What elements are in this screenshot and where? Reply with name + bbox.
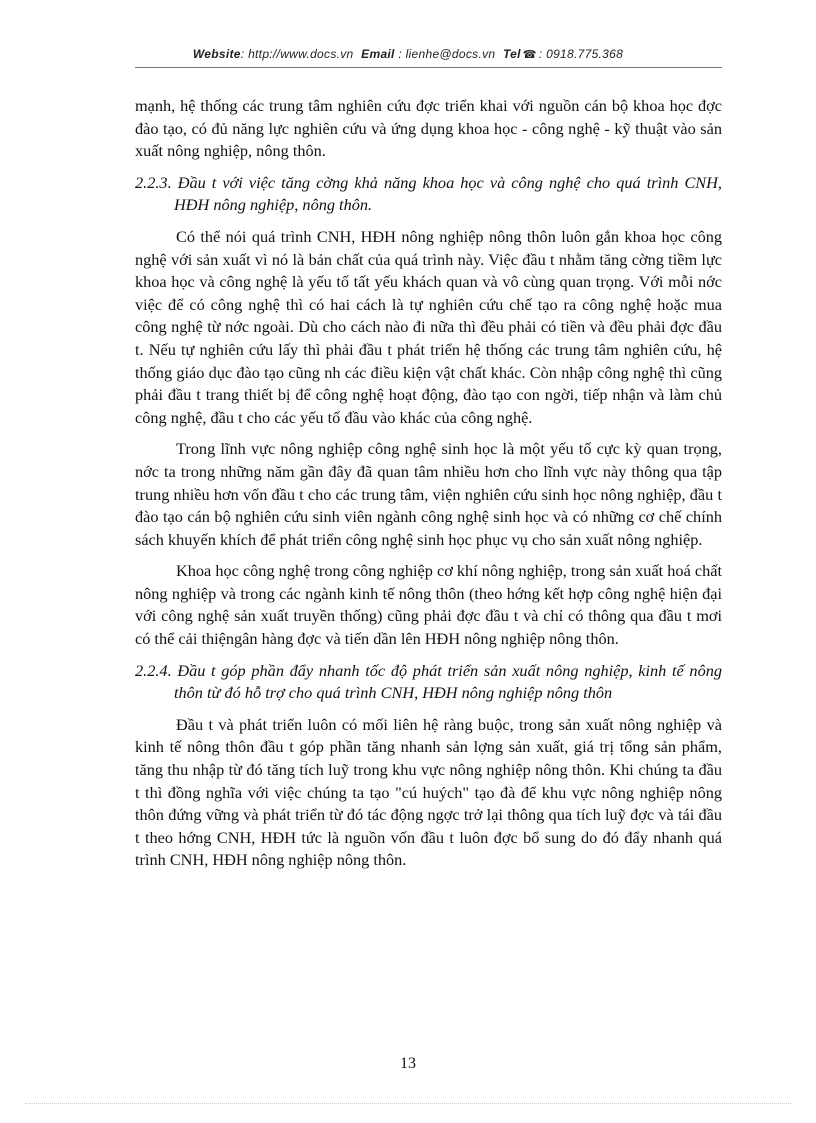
phone-icon: ☎ xyxy=(522,49,537,61)
website-url: http://www.docs.vn xyxy=(248,47,354,61)
tel-label: Tel xyxy=(503,47,521,61)
email-address: lienhe@docs.vn xyxy=(405,47,496,61)
header-divider xyxy=(135,67,722,68)
tel-separator: : xyxy=(538,47,547,61)
email-label: Email xyxy=(361,47,395,61)
paragraph-continuation: mạnh, hệ thống các trung tâm nghiên cứu đợc triển khai với nguồn cán bộ khoa học đợc đào tạo, có đủ năng lực nghiên cứu và ứng dụng khoa học - công nghệ - kỹ thuật vào sản xuất nông nghiệp, nông thôn. xyxy=(135,96,722,161)
section-heading-2-2-4: 2.2.4. Đầu t góp phần đẩy nhanh tốc độ phát triển sản xuất nông nghiệp, kinh tế nông thôn từ đó hỗ trợ cho quá trình CNH, HĐH nông nghiệp nông thôn xyxy=(135,660,722,703)
website-separator: : xyxy=(240,47,249,61)
email-separator: : xyxy=(394,47,406,61)
paragraph: Đầu t và phát triển luôn có mối liên hệ ràng buộc, trong sản xuất nông nghiệp và kinh tế nông thôn đầu t góp phần tăng nhanh sản lợng sản xuất, giá trị tổng sản phẩm, tăng thu nhập từ đó tăng tích luỹ trong khu vực nông nghiệp nông thôn. Khi chúng ta đầu t thì đồng nghĩa với việc chúng ta tạo "cú huých" tạo đà để khu vực nông nghiệp nông thôn đứng vững và phát triển từ đó tác động ngợc trở lại thông qua tích luỹ đợc và tái đầu t theo hớng CNH, HĐH tức là nguồn vốn đầu t luôn đợc bổ sung do đó đẩy nhanh quá trình CNH, HĐH nông nghiệp nông thôn. xyxy=(135,714,722,870)
page-header xyxy=(0,47,816,61)
document-body xyxy=(135,95,722,881)
tel-number: 0918.775.368 xyxy=(546,47,624,61)
paragraph: Có thể nói quá trình CNH, HĐH nông nghiệp nông thôn luôn gắn khoa học công nghệ với sản xuất vì nó là bản chất của quá trình này. Việc đầu t nhằm tăng cờng tiềm lực khoa học và công nghệ là yếu tố tất yếu khách quan và vô cùng quan trọng. Với mỗi nớc việc để có công nghệ thì có hai cách là tự nghiên cứu chế tạo ra công nghệ hoặc mua công nghệ từ nớc ngoài. Dù cho cách nào đi nữa thì đều phải có tiền và đều phải đợc đầu t. Nếu tự nghiên cứu lấy thì phải đầu t phát triển hệ thống các trung tâm nghiên cứu, hệ thống giáo dục đào tạo cũng nh các điều kiện vật chất khác. Còn nhập công nghệ thì cũng phải đầu t trang thiết bị để công nghệ hoạt động, đào tạo con ngời, tiếp nhận và làm chủ công nghệ, đầu t cho các yếu tố đầu vào khác của công nghệ. xyxy=(135,226,722,427)
paragraph: Trong lĩnh vực nông nghiệp công nghệ sinh học là một yếu tố cực kỳ quan trọng, nớc ta trong những năm gần đây đã quan tâm nhiều hơn cho lĩnh vực này thông qua tập trung nhiều hơn vốn đầu t cho các trung tâm, viện nghiên cứu sinh học nông nghiệp, đầu t đào tạo cán bộ nghiên cứu sinh viên ngành công nghệ sinh học và có những cơ chế chính sách khuyến khích để phát triển công nghệ sinh học phục vụ cho sản xuất nông nghiệp. xyxy=(135,439,722,549)
section-heading-2-2-3: 2.2.3. Đầu t với việc tăng cờng khả năng khoa học và công nghệ cho quá trình CNH, HĐH nông nghiệp, nông thôn. xyxy=(135,172,722,215)
page-number: 13 xyxy=(400,1055,416,1072)
footer-divider xyxy=(25,1103,791,1104)
paragraph: Khoa học công nghệ trong công nghiệp cơ khí nông nghiệp, trong sản xuất hoá chất nông nghiệp và trong các ngành kinh tế nông thôn (theo hớng kết hợp công nghệ hiện đại với công nghệ sản xuất truyền thống) cũng phải đợc đầu t và chỉ có thông qua đầu t mơi có thể cải thiệngân hàng đợc và tiến dần lên HĐH nông nghiệp nông thôn. xyxy=(135,561,722,649)
website-label: Website xyxy=(192,47,241,61)
